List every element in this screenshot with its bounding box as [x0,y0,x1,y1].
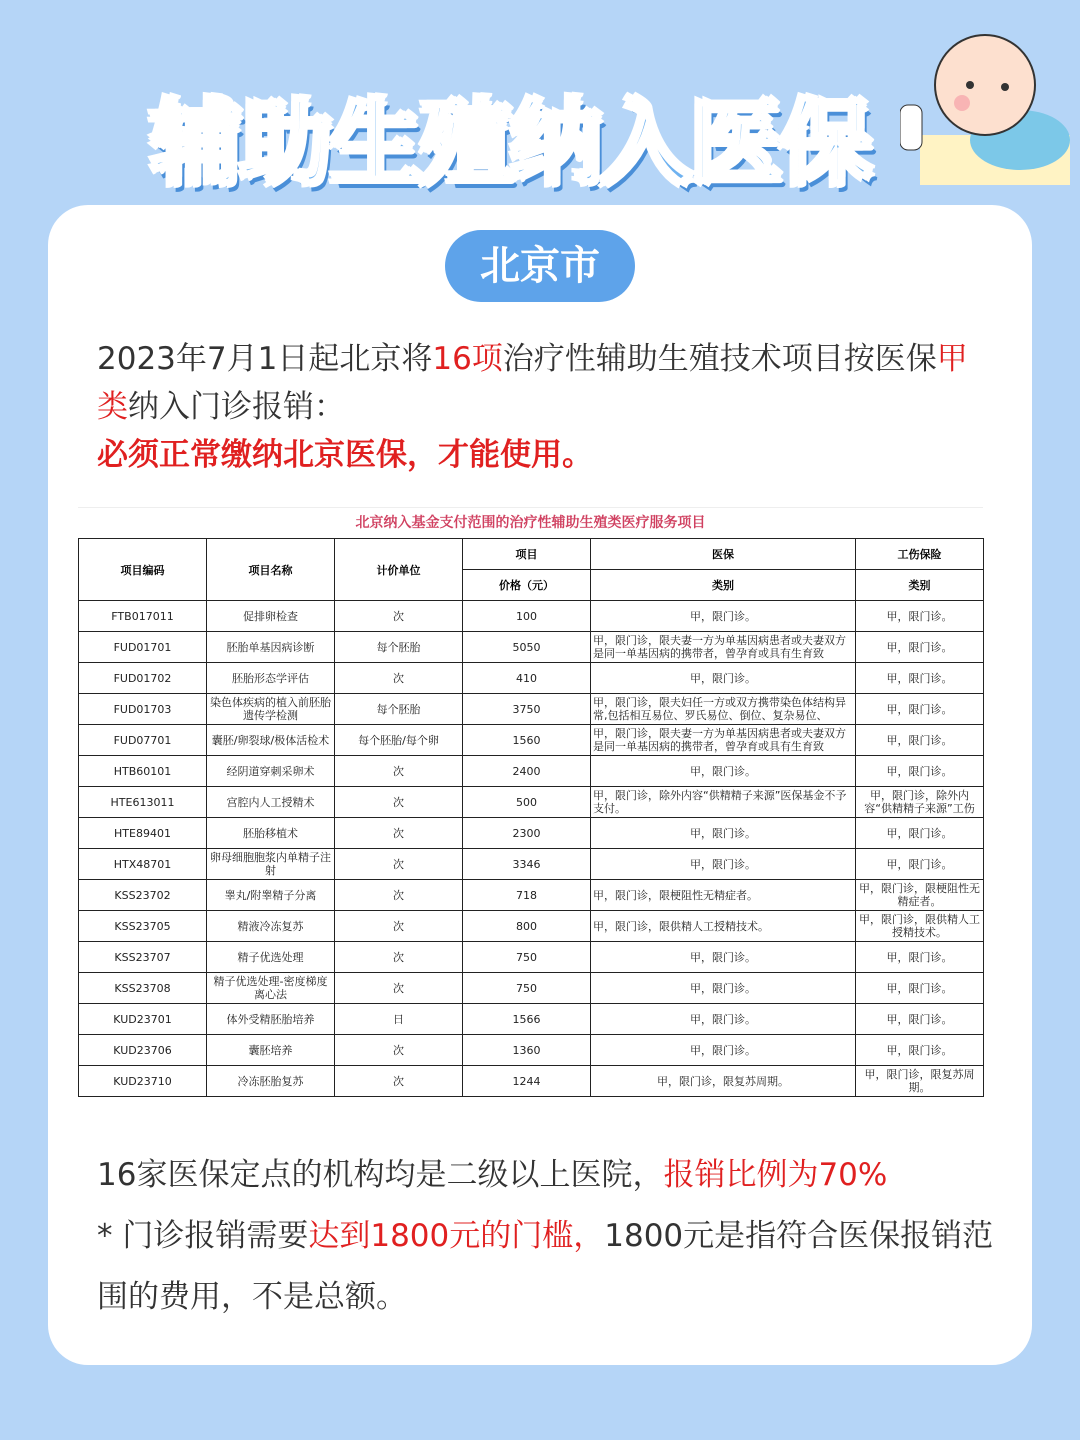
cell-price [463,1004,591,1035]
cell-medical-insurance-category [591,818,856,849]
item-name-text: 睾丸/附睾精子分离 [224,888,317,902]
cell-injury-insurance-category [856,880,984,911]
cell-pricing-unit [335,1066,463,1097]
cell-injury-insurance-category [856,849,984,880]
price-text: 1566 [512,1012,541,1026]
cell-item-name [207,632,335,663]
item-name-text: 促排卵检查 [243,609,298,623]
cell-item-name [207,601,335,632]
cell-injury-insurance-category [856,942,984,973]
cell-item-code [79,942,207,973]
cell-item-name [207,756,335,787]
price-text: 750 [516,981,537,995]
cell-item-name [207,942,335,973]
table-row [79,1035,984,1066]
cell-medical-insurance-category [591,601,856,632]
item-name-text: 体外受精胚胎培养 [226,1012,315,1026]
note-threshold-detail: 1800元是指符合医保报销范围的费用，不是总额。 [97,1218,994,1315]
injury-insurance-category-text: 甲，限门诊，除外内容“供精精子来源”工伤 [864,789,975,815]
intro-text-2: 治疗性辅助生殖技术项目按医保 [502,341,937,377]
item-name-text: 胚胎移植术 [243,826,298,840]
pricing-unit-text: 次 [393,795,404,809]
cell-pricing-unit [335,942,463,973]
injury-insurance-category-text: 甲，限门诊，限复苏周期。 [864,1068,975,1094]
cell-medical-insurance-category [591,880,856,911]
cell-injury-insurance-category [856,1066,984,1097]
cell-item-code [79,818,207,849]
cell-price [463,880,591,911]
header-item: 项目 [463,539,591,570]
cell-medical-insurance-category [591,694,856,725]
cell-price [463,911,591,942]
cell-item-code [79,849,207,880]
item-code-text: KUD23706 [113,1043,172,1057]
cell-pricing-unit [335,663,463,694]
medical-insurance-category-text: 甲，限门诊，限供精人工授精技术。 [593,919,769,933]
item-name-text: 宫腔内人工授精术 [226,795,315,809]
pricing-unit-text: 次 [393,981,404,995]
intro-text-1: 2023年7月1日起北京将 [97,341,433,377]
cell-item-name [207,1004,335,1035]
injury-insurance-category-text: 甲，限门诊。 [886,857,953,871]
cell-item-code [79,663,207,694]
price-text: 410 [516,671,537,685]
medical-insurance-category-text: 甲，限门诊，限夫妻一方为单基因病患者或夫妻双方是同一单基因病的携带者，曾孕育或具有生育致 [593,634,846,660]
cell-medical-insurance-category [591,849,856,880]
item-code-text: KSS23708 [114,981,171,995]
cell-medical-insurance-category [591,725,856,756]
cell-medical-insurance-category [591,663,856,694]
medical-insurance-category-text: 甲，限门诊，除外内容“供精精子来源”医保基金不予支付。 [593,789,847,815]
cell-item-code [79,880,207,911]
cell-injury-insurance-category [856,1035,984,1066]
injury-insurance-category-text: 甲，限门诊。 [886,1043,953,1057]
city-badge: 北京市 [445,230,635,302]
cell-price [463,694,591,725]
pricing-unit-text: 次 [393,1043,404,1057]
items-table [78,507,983,1097]
cell-price [463,973,591,1004]
item-name-text: 囊胚培养 [248,1043,293,1057]
cell-injury-insurance-category [856,725,984,756]
table-row [79,942,984,973]
table-row [79,787,984,818]
cell-medical-insurance-category [591,1004,856,1035]
injury-insurance-category-text: 甲，限门诊，限供精人工授精技术。 [859,913,980,939]
cell-item-name [207,1066,335,1097]
pricing-unit-text: 每个胚胎 [376,640,421,654]
cell-injury-insurance-category [856,787,984,818]
item-code-text: KSS23702 [114,888,171,902]
cell-item-code [79,694,207,725]
cell-pricing-unit [335,818,463,849]
cell-price [463,1066,591,1097]
cell-medical-insurance-category [591,787,856,818]
medical-insurance-category-text: 甲，限门诊，限复苏周期。 [657,1074,789,1088]
price-text: 750 [516,950,537,964]
cell-item-name [207,725,335,756]
cell-price [463,663,591,694]
price-text: 100 [516,609,537,623]
item-code-text: HTB60101 [113,764,172,778]
header-medical-category: 类别 [591,570,856,601]
cell-item-name [207,911,335,942]
cell-medical-insurance-category [591,973,856,1004]
item-code-text: FUD01701 [113,640,172,654]
medical-insurance-category-text: 甲，限门诊，限梗阻性无精症者。 [593,888,758,902]
item-code-text: FTB017011 [111,609,174,623]
cell-item-name [207,1035,335,1066]
cell-item-name [207,818,335,849]
table-row [79,911,984,942]
item-name-text: 囊胚/卵裂球/极体活检术 [211,733,330,747]
cell-pricing-unit [335,725,463,756]
header-medical: 医保 [591,539,856,570]
table-row [79,973,984,1004]
intro-highlight-count: 16项 [432,341,503,377]
note-threshold: 达到1800元的门槛， [308,1218,605,1254]
note-hospitals: 16家医保定点的机构均是二级以上医院， [97,1157,664,1193]
cell-pricing-unit [335,849,463,880]
cell-item-code [79,1066,207,1097]
price-text: 800 [516,919,537,933]
medical-insurance-category-text: 甲，限门诊。 [690,826,756,840]
medical-insurance-category-text: 甲，限门诊。 [690,609,756,623]
cell-pricing-unit [335,880,463,911]
cell-pricing-unit [335,1035,463,1066]
cell-price [463,756,591,787]
item-code-text: FUD07701 [113,733,172,747]
pricing-unit-text: 次 [393,888,404,902]
cell-medical-insurance-category [591,632,856,663]
header-code: 项目编码 [79,539,207,601]
table-row [79,601,984,632]
cell-injury-insurance-category [856,1004,984,1035]
cell-pricing-unit [335,973,463,1004]
cell-price [463,601,591,632]
header-unit: 计价单位 [335,539,463,601]
injury-insurance-category-text: 甲，限门诊。 [886,764,953,778]
item-code-text: FUD01702 [113,671,172,685]
table-row [79,632,984,663]
item-name-text: 卵母细胞胞浆内单精子注射 [210,851,331,877]
header-injury-category: 类别 [856,570,984,601]
item-code-text: KUD23701 [113,1012,172,1026]
item-code-text: HTE89401 [114,826,171,840]
cell-price [463,818,591,849]
pricing-unit-text: 次 [393,671,404,685]
injury-insurance-category-text: 甲，限门诊。 [886,640,953,654]
cell-medical-insurance-category [591,1066,856,1097]
cell-item-code [79,1004,207,1035]
cell-price [463,942,591,973]
item-code-text: KSS23707 [114,950,171,964]
cell-pricing-unit [335,1004,463,1035]
cell-price [463,787,591,818]
pricing-unit-text: 每个胚胎 [376,702,421,716]
cell-item-code [79,911,207,942]
cell-item-code [79,725,207,756]
price-text: 1560 [512,733,541,747]
medical-insurance-category-text: 甲，限门诊。 [690,1012,756,1026]
cell-pricing-unit [335,787,463,818]
item-name-text: 精子优选处理-密度梯度离心法 [213,975,328,1001]
item-name-text: 染色体疾病的植入前胚胎遗传学检测 [210,696,331,722]
pricing-unit-text: 次 [393,857,404,871]
item-name-text: 经阴道穿刺采卵术 [226,764,315,778]
cell-item-code [79,632,207,663]
table-row [79,818,984,849]
price-text: 2300 [512,826,541,840]
cell-price [463,849,591,880]
pricing-unit-text: 次 [393,919,404,933]
cell-injury-insurance-category [856,756,984,787]
medical-insurance-category-text: 甲，限门诊。 [690,671,756,685]
cell-price [463,1035,591,1066]
medical-insurance-category-text: 甲，限门诊。 [690,981,756,995]
table-row [79,1004,984,1035]
injury-insurance-category-text: 甲，限门诊。 [886,826,953,840]
price-text: 2400 [512,764,541,778]
table-row [79,1066,984,1097]
item-code-text: HTE613011 [110,795,175,809]
item-code-text: KUD23710 [113,1074,172,1088]
item-code-text: HTX48701 [113,857,172,871]
table-row [79,663,984,694]
injury-insurance-category-text: 甲，限门诊。 [886,1012,953,1026]
table-row [79,849,984,880]
injury-insurance-category-text: 甲，限门诊。 [886,981,953,995]
injury-insurance-category-text: 甲，限门诊。 [886,733,953,747]
medical-insurance-category-text: 甲，限门诊。 [690,950,756,964]
cell-item-code [79,601,207,632]
medical-insurance-category-text: 甲，限门诊，限夫妇任一方或双方携带染色体结构异常,包括相互易位、罗氏易位、倒位、复杂易位、 [593,696,846,722]
price-text: 718 [516,888,537,902]
pricing-unit-text: 每个胚胎/每个卵 [358,733,439,747]
injury-insurance-category-text: 甲，限门诊，限梗阻性无精症者。 [859,882,980,908]
cell-item-name [207,694,335,725]
item-name-text: 胚胎形态学评估 [232,671,309,685]
table-row [79,725,984,756]
cell-item-code [79,1035,207,1066]
intro-highlight-class: 甲类 [97,341,968,425]
price-text: 5050 [512,640,541,654]
cell-medical-insurance-category [591,942,856,973]
cell-item-name [207,973,335,1004]
cell-injury-insurance-category [856,973,984,1004]
cell-injury-insurance-category [856,818,984,849]
reimbursement-notes [97,1145,997,1328]
cell-pricing-unit [335,632,463,663]
pricing-unit-text: 次 [393,1074,404,1088]
cell-pricing-unit [335,756,463,787]
cell-item-code [79,973,207,1004]
cell-price [463,632,591,663]
header-injury: 工伤保险 [856,539,984,570]
medical-insurance-category-text: 甲，限门诊，限夫妻一方为单基因病患者或夫妻双方是同一单基因病的携带者，曾孕育或具有生育致 [593,727,846,753]
item-name-text: 胚胎单基因病诊断 [226,640,315,654]
table-row [79,756,984,787]
cell-item-code [79,787,207,818]
table-row [79,694,984,725]
cell-injury-insurance-category [856,601,984,632]
item-code-text: FUD01703 [113,702,172,716]
cell-medical-insurance-category [591,1035,856,1066]
header-price: 价格（元） [463,570,591,601]
price-text: 1244 [512,1074,541,1088]
cell-item-name [207,849,335,880]
pricing-unit-text: 次 [393,826,404,840]
requirement-note: 必须正常缴纳北京医保，才能使用。 [97,437,593,473]
item-name-text: 精子优选处理 [237,950,304,964]
injury-insurance-category-text: 甲，限门诊。 [886,950,953,964]
table-title: 北京纳入基金支付范围的治疗性辅助生殖类医疗服务项目 [78,507,983,538]
pricing-unit-text: 次 [393,950,404,964]
cell-price [463,725,591,756]
table-row [79,880,984,911]
header-name: 项目名称 [207,539,335,601]
pricing-unit-text: 次 [393,609,404,623]
baby-illustration-icon [900,15,1070,185]
cell-item-code [79,756,207,787]
price-text: 3750 [512,702,541,716]
price-text: 3346 [512,857,541,871]
cell-injury-insurance-category [856,911,984,942]
price-text: 1360 [512,1043,541,1057]
injury-insurance-category-text: 甲，限门诊。 [886,609,953,623]
pricing-unit-text: 次 [393,764,404,778]
injury-insurance-category-text: 甲，限门诊。 [886,671,953,685]
note-ratio: 报销比例为70% [663,1157,888,1193]
medical-insurance-category-text: 甲，限门诊。 [690,764,756,778]
content-card [48,205,1032,1365]
cell-pricing-unit [335,694,463,725]
medical-insurance-category-text: 甲，限门诊。 [690,857,756,871]
page-title: 辅助生殖纳入医保 [150,90,871,197]
cell-pricing-unit [335,911,463,942]
cell-item-name [207,880,335,911]
intro-text-3: 纳入门诊报销： [128,389,345,425]
cell-injury-insurance-category [856,663,984,694]
note-threshold-prefix: * 门诊报销需要 [97,1218,309,1254]
injury-insurance-category-text: 甲，限门诊。 [886,702,953,716]
price-text: 500 [516,795,537,809]
cell-item-name [207,663,335,694]
item-name-text: 冷冻胚胎复苏 [237,1074,304,1088]
item-code-text: KSS23705 [114,919,171,933]
cell-item-name [207,787,335,818]
cell-pricing-unit [335,601,463,632]
intro-text [97,335,997,479]
item-name-text: 精液冷冻复苏 [237,919,304,933]
pricing-unit-text: 日 [393,1012,404,1026]
medical-insurance-category-text: 甲，限门诊。 [690,1043,756,1057]
cell-injury-insurance-category [856,632,984,663]
cell-medical-insurance-category [591,756,856,787]
cell-medical-insurance-category [591,911,856,942]
cell-injury-insurance-category [856,694,984,725]
